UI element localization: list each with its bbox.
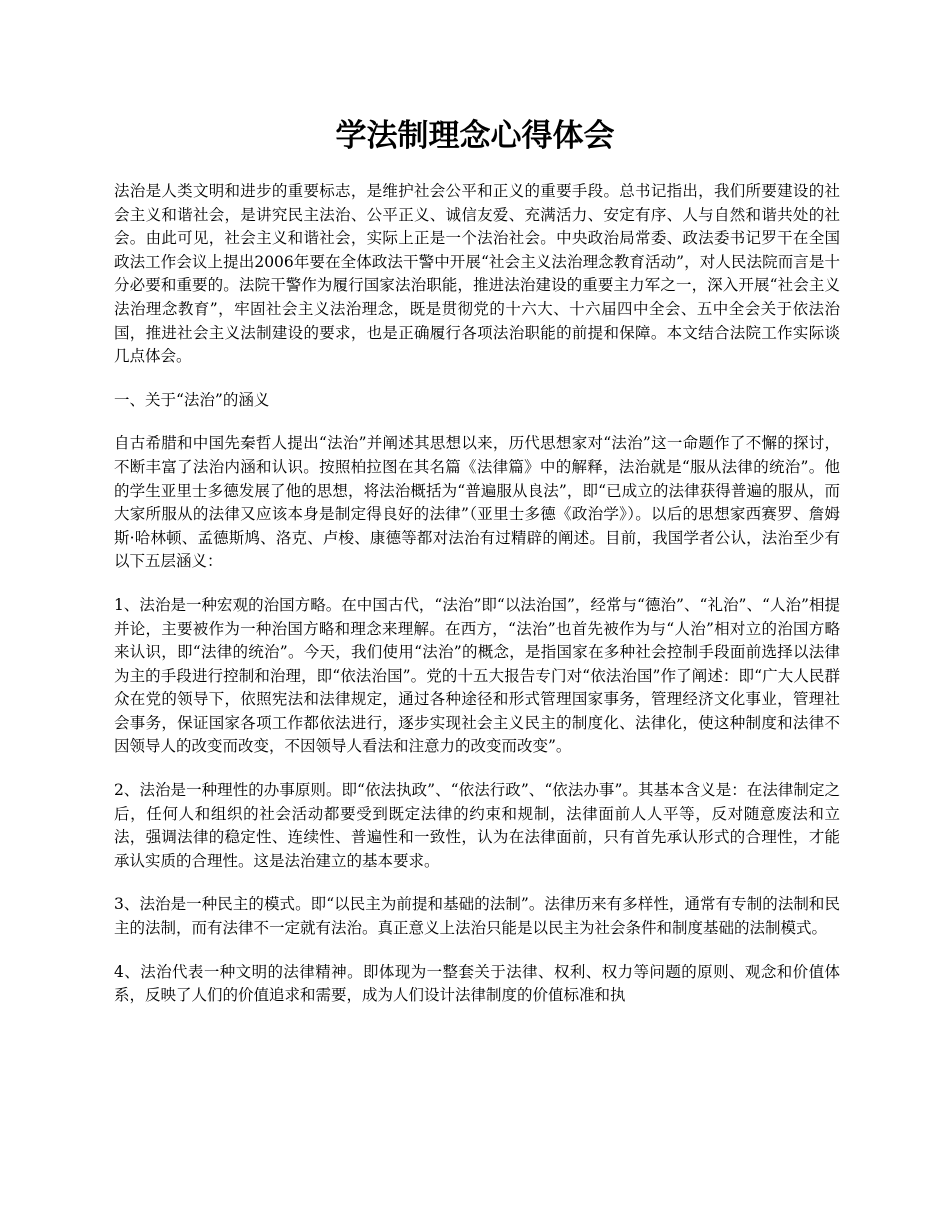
paragraph-point-3: 3、法治是一种民主的模式。即“以民主为前提和基础的法制”。法律历来有多样性，通常有专制的法制和民主的法制，而有法律不一定就有法治。真正意义上法治只能是以民主为社会条件和制度基础的法制模式。 (114, 895, 840, 938)
paragraph-point-4: 4、法治代表一种文明的法律精神。即体现为一整套关于法律、权利、权力等问题的原则、观念和价值体系，反映了人们的价值追求和需要，成为人们设计法律制度的价值标准和执 (114, 962, 840, 1005)
paragraph-point-2: 2、法治是一种理性的办事原则。即“依法执政”、“依法行政”、“依法办事”。其基本含义是：在法律制定之后，任何人和组织的社会活动都要受到既定法律的约束和规制，法律面前人人平等，反对随意废法和立法，强调法律的稳定性、连续性、普遍性和一致性，认为在法律面前，只有首先承认形式的合理性，才能承认实质的合理性。这是法治建立的基本要求。 (114, 781, 840, 870)
document-body (114, 180, 840, 1008)
paragraph-point-1: 1、法治是一种宏观的治国方略。在中国古代，“法治”即“以法治国”，经常与“德治”、“礼治”、“人治”相提并论，主要被作为一种治国方略和理念来理解。在西方，“法治”也首先被作为与“人治”相对立的治国方略来认识，即“法律的统治”。今天，我们使用“法治”的概念，是指国家在多种社会控制手段面前选择以法律为主的手段进行控制和治理，即“依法治国”。党的十五大报告专门对“依法治国”作了阐述：即“广大人民群众在党的领导下，依照宪法和法律规定，通过各种途径和形式管理国家事务，管理经济文化事业，管理社会事务，保证国家各项工作都依法进行，逐步实现社会主义民主的制度化、法律化，使这种制度和法律不因领导人的改变而改变，不因领导人看法和注意力的改变而改变”。 (114, 595, 840, 756)
paragraph-history: 自古希腊和中国先秦哲人提出“法治”并阐述其思想以来，历代思想家对“法治”这一命题作了不懈的探讨，不断丰富了法治内涵和认识。按照柏拉图在其名篇《法律篇》中的解释，法治就是“服从法律的统治”。他的学生亚里士多德发展了他的思想，将法治概括为“普遍服从良法”，即“已成立的法律获得普遍的服从，而大家所服从的法律又应该本身是制定得良好的法律”（亚里士多德《政治学》）。以后的思想家西赛罗、詹姆斯·哈林顿、孟德斯鸠、洛克、卢梭、康德等都对法治有过精辟的阐述。目前，我国学者公认，法治至少有以下五层涵义： (114, 434, 840, 571)
section-heading: 一、关于“法治”的涵义 (114, 390, 270, 409)
paragraph-intro: 法治是人类文明和进步的重要标志，是维护社会公平和正义的重要手段。总书记指出，我们所要建设的社会主义和谐社会，是讲究民主法治、公平正义、诚信友爱、充满活力、安定有序、人与自然和谐共处的社会。由此可见，社会主义和谐社会，实际上正是一个法治社会。中央政治局常委、政法委书记罗干在全国政法工作会议上提出2006年要在全体政法干警中开展“社会主义法治理念教育活动”，对人民法院而言是十分必要和重要的。法院干警作为履行国家法治职能，推进法治建设的重要主力军之一，深入开展“社会主义法治理念教育”，牢固社会主义法治理念，既是贯彻党的十六大、十六届四中全会、五中全会关于依法治国，推进社会主义法制建设的要求，也是正确履行各项法治职能的前提和保障。本文结合法院工作实际谈几点体会。 (114, 182, 840, 366)
document-title: 学法制理念心得体会 (335, 118, 615, 154)
